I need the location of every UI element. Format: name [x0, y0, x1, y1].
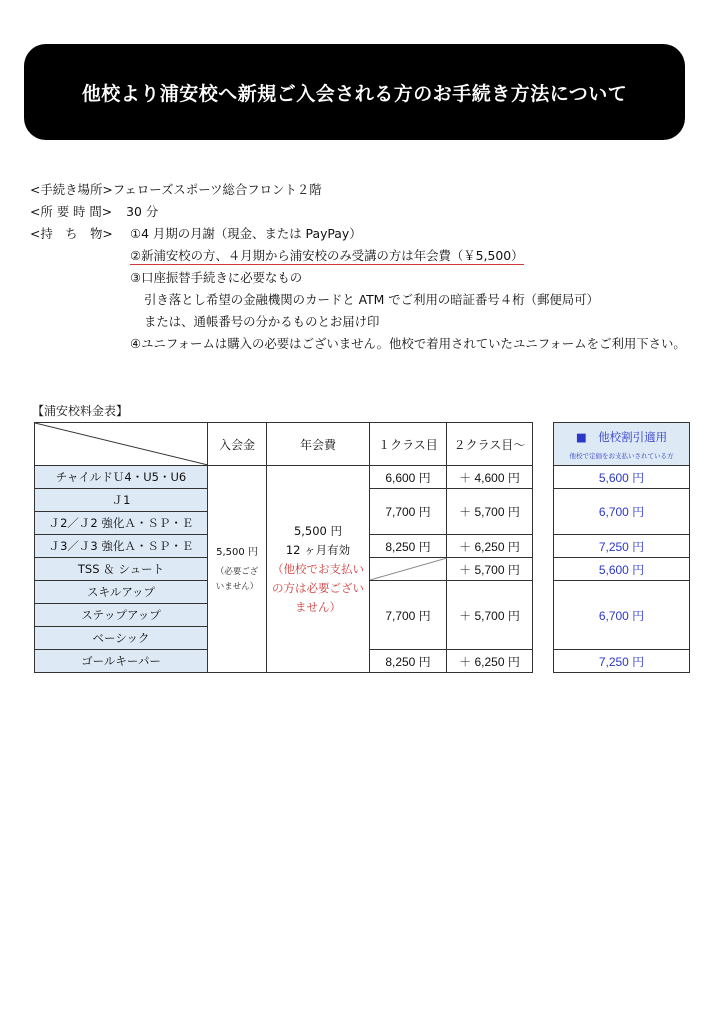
discount-child: 5,600 円	[554, 466, 690, 489]
annual-fee-note-2: の方は必要ござい	[272, 580, 364, 595]
diagonal-line	[35, 423, 208, 465]
entry-fee-cell	[208, 466, 267, 673]
class1-j3: 8,250 円	[370, 535, 447, 558]
page-title: 他校より浦安校へ新規ご入会される方のお手続き方法について	[81, 82, 628, 105]
discount-j3: 7,250 円	[554, 535, 690, 558]
category-step-up: ステップアップ	[35, 604, 208, 627]
item-2-text: ②新浦安校の方、４月期から浦安校のみ受講の方は年会費（￥5,500）	[130, 248, 524, 263]
class2-child: ＋ 4,600 円	[447, 466, 533, 489]
class1-tss-empty	[370, 558, 447, 581]
header-annual-fee: 年会費	[267, 423, 370, 466]
class1-j1-j2: 7,700 円	[370, 489, 447, 535]
annual-fee-note-3: ません）	[295, 599, 341, 614]
category-j3: Ｊ3／Ｊ3 強化Ａ・ＳＰ・Ｅ	[35, 535, 208, 558]
discount-title: ■ 他校割引適用	[575, 429, 668, 444]
item-1: ①4 月期の月謝（現金、または PayPay）	[130, 226, 362, 241]
item-3-line-2: 引き落とし希望の金融機関のカードと ATM でご利用の暗証番号４桁（郵便局可）	[144, 292, 599, 307]
corner-cell	[35, 423, 208, 466]
time-row	[30, 201, 158, 223]
item-3: ③口座振替手続きに必要なもの	[130, 270, 303, 285]
class1-skill-group: 7,700 円	[370, 581, 447, 650]
class2-skill-group: ＋ 5,700 円	[447, 581, 533, 650]
item-3-line-3: または、通帳番号の分かるものとお届け印	[144, 314, 380, 329]
class1-goalkeeper: 8,250 円	[370, 650, 447, 673]
annual-fee-note-1: （他校でお支払い	[272, 561, 364, 576]
item-4: ④ユニフォームは購入の必要はございません。他校で着用されていたユニフォームをご利用下さい。	[130, 336, 686, 351]
time-label: <所 要 時 間>	[30, 204, 113, 219]
discount-table	[553, 422, 690, 673]
time-value: 30 分	[126, 204, 159, 219]
entry-fee-value: 5,500 円	[216, 547, 258, 558]
header-class-1: １クラス目	[370, 423, 447, 466]
header-entry-fee: 入会金	[208, 423, 267, 466]
items-label: <持 ち 物>	[30, 226, 113, 241]
category-j1: Ｊ1	[35, 489, 208, 512]
category-skill-up: スキルアップ	[35, 581, 208, 604]
discount-goalkeeper: 7,250 円	[554, 650, 690, 673]
header-class-2: ２クラス目～	[447, 423, 533, 466]
item-2	[130, 245, 524, 267]
class2-j3: ＋ 6,250 円	[447, 535, 533, 558]
annual-fee-value: 5,500 円	[293, 523, 343, 538]
discount-subtitle: 他校で定価をお支払いされている方	[569, 451, 674, 460]
discount-skill-group: 6,700 円	[554, 581, 690, 650]
place-label: <手続き場所>	[30, 182, 113, 197]
title-banner	[24, 44, 685, 140]
place-row	[30, 179, 322, 201]
place-value: フェローズスポーツ総合フロント２階	[112, 182, 322, 197]
fee-table-title: 【浦安校料金表】	[32, 404, 129, 418]
class2-j1-j2: ＋ 5,700 円	[447, 489, 533, 535]
category-goalkeeper: ゴールキーパー	[35, 650, 208, 673]
annual-fee-cell	[267, 466, 370, 673]
diagonal-line	[370, 558, 447, 580]
entry-fee-note-1: （必要ござ	[215, 567, 259, 577]
category-basic: ベーシック	[35, 627, 208, 650]
class2-goalkeeper: ＋ 6,250 円	[447, 650, 533, 673]
entry-fee-note-2: いません）	[215, 582, 259, 592]
discount-j1-j2: 6,700 円	[554, 489, 690, 535]
discount-tss: 5,600 円	[554, 558, 690, 581]
category-j2: Ｊ2／Ｊ2 強化Ａ・ＳＰ・Ｅ	[35, 512, 208, 535]
fee-table	[34, 422, 533, 673]
category-tss: TSS ＆ シュート	[35, 558, 208, 581]
annual-fee-period: 12 ヶ月有効	[285, 542, 351, 557]
discount-header	[554, 423, 690, 466]
category-child: チャイルドＵ4・U5・U6	[35, 466, 208, 489]
class2-tss: ＋ 5,700 円	[447, 558, 533, 581]
class1-child: 6,600 円	[370, 466, 447, 489]
